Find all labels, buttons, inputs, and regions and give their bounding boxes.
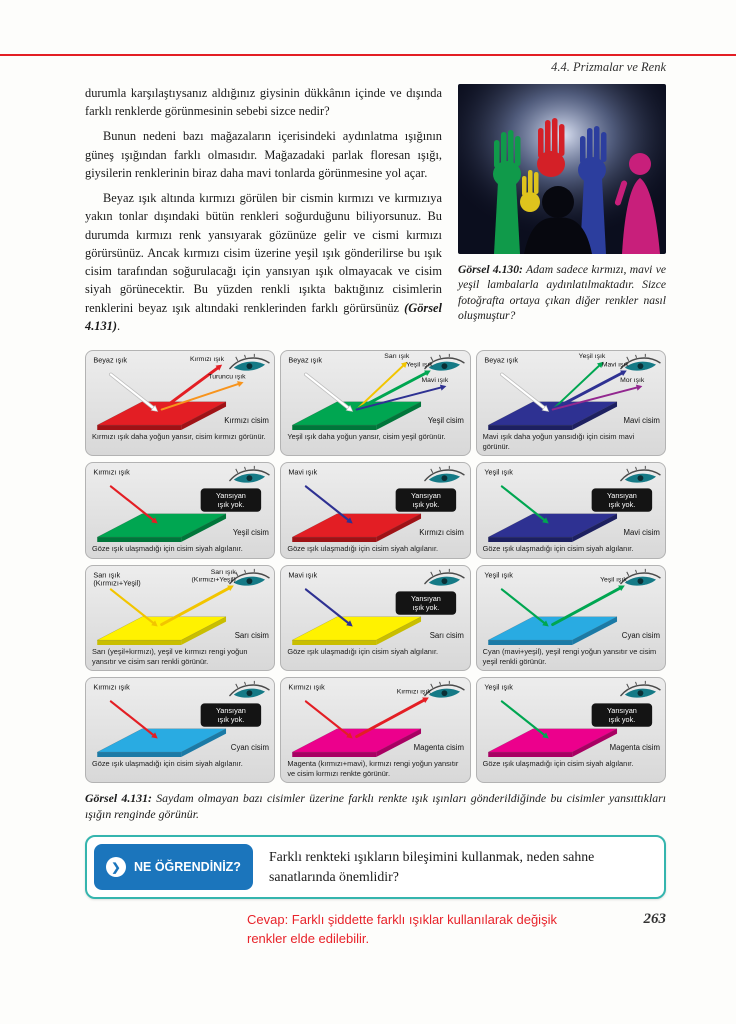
figure-panel (85, 677, 275, 783)
svg-text:Yansıyanışık yok.: Yansıyan ışık yok. (215, 706, 246, 725)
figure-4-130-label: Görsel 4.130: (458, 263, 523, 276)
svg-text:Mavi ışık: Mavi ışık (601, 361, 629, 369)
eye-icon (621, 466, 660, 483)
figure-4-130-column (458, 84, 666, 342)
svg-text:Yeşil ışık: Yeşil ışık (406, 361, 434, 369)
figure-4-131-label: Görsel 4.131: (85, 791, 152, 806)
panel-diagram (86, 351, 274, 431)
svg-text:Kırmızı ışık: Kırmızı ışık (93, 682, 130, 692)
panel-diagram (477, 678, 665, 758)
svg-text:Magenta cisim: Magenta cisim (609, 743, 660, 753)
running-header: 4.4. Prizmalar ve Renk (551, 60, 666, 74)
panel-diagram (477, 566, 665, 646)
panel-diagram (86, 463, 274, 543)
svg-text:Kırmızı ışık: Kırmızı ışık (288, 682, 326, 692)
top-rule (0, 54, 736, 56)
figure-panel (85, 565, 275, 671)
svg-text:Sarı cisim: Sarı cisim (234, 631, 269, 641)
panel-diagram (281, 566, 469, 646)
panel-diagram (281, 678, 469, 758)
figure-panel (476, 462, 666, 559)
svg-text:Yeşil cisim: Yeşil cisim (232, 528, 269, 538)
page-content (85, 84, 666, 949)
figure-panel (280, 350, 470, 456)
panel-caption: Göze ışık ulaşmadığı için cisim siyah algılanır. (287, 544, 439, 554)
svg-text:Mavi ışık: Mavi ışık (288, 570, 318, 580)
eye-icon (425, 466, 464, 483)
eye-icon (230, 681, 269, 698)
paragraph-1: durumla karşılaştıysanız aldığınız giysinin dükkânın içinde ve dışında farklı renklerde görünmesinin sebebi sizce nedir? (85, 86, 442, 119)
figure-panel (280, 462, 470, 559)
figure-panel (476, 350, 666, 456)
ne-ogrendiniz-label-text: NE ÖĞRENDİNİZ? (134, 860, 241, 875)
svg-text:Yansıyanışık yok.: Yansıyan ışık yok. (606, 706, 637, 725)
panel-caption: Göze ışık ulaşmadığı için cisim siyah algılanır. (92, 759, 243, 769)
svg-text:Kırmızı cisim: Kırmızı cisim (419, 528, 465, 538)
panel-diagram (477, 463, 665, 543)
svg-text:Yansıyanışık yok.: Yansıyan ışık yok. (411, 491, 442, 510)
svg-text:Yeşil ışık: Yeşil ışık (599, 576, 627, 584)
svg-text:Yeşil ışık: Yeşil ışık (483, 468, 513, 478)
eye-icon (425, 569, 464, 586)
figure-panel (476, 565, 666, 671)
svg-text:Magenta cisim: Magenta cisim (414, 743, 465, 753)
panel-caption: Yeşil ışık daha yoğun yansır, cisim yeşil görünür. (287, 432, 446, 442)
bottom-row (85, 911, 666, 949)
intro-row (85, 84, 666, 342)
panel-diagram (281, 463, 469, 543)
svg-text:Yansıyanışık yok.: Yansıyan ışık yok. (215, 491, 246, 510)
svg-text:Sarı ışık(Kırmızı+Yeşil): Sarı ışık (Kırmızı+Yeşil) (191, 568, 236, 584)
panel-diagram (281, 351, 469, 431)
svg-text:Yansıyanışık yok.: Yansıyan ışık yok. (411, 594, 442, 612)
page-number: 263 (643, 911, 666, 928)
ne-ogrendiniz-box (85, 835, 666, 899)
figure-panel (280, 565, 470, 671)
svg-text:Beyaz ışık: Beyaz ışık (288, 355, 323, 365)
svg-text:Kırmızı ışık: Kırmızı ışık (397, 688, 432, 696)
figure-4-130-caption-text: Adam sadece kırmızı, mavi ve yeşil lambalarla aydınlatılmaktadır. Sizce fotoğrafta ortaya çıkan diğer renkler nasıl oluşmuştur? (458, 263, 666, 322)
panel-diagram (86, 678, 274, 758)
eye-icon (621, 681, 660, 698)
chevron-icon: ❯ (106, 857, 126, 877)
figure-panel (476, 677, 666, 783)
svg-text:Mavi cisim: Mavi cisim (623, 416, 660, 426)
figure-panel (85, 350, 275, 456)
svg-text:Sarı ışık(Kırmızı+Yeşil): Sarı ışık (Kırmızı+Yeşil) (93, 570, 141, 588)
svg-text:Mavi cisim: Mavi cisim (623, 528, 660, 538)
colored-lights-photo-svg (458, 84, 666, 254)
svg-text:Sarı cisim: Sarı cisim (430, 631, 465, 641)
svg-text:Yeşil cisim: Yeşil cisim (428, 416, 465, 426)
svg-text:Cyan cisim: Cyan cisim (621, 631, 660, 641)
panel-caption: Göze ışık ulaşmadığı için cisim siyah algılanır. (482, 759, 634, 769)
panel-caption: Sarı (yeşil+kırmızı), yeşil ve kırmızı rengi yoğun yansıtır ve cisim sarı renkli görünür. (92, 646, 248, 666)
figure-4-130-photo (458, 84, 666, 254)
eye-icon (425, 681, 464, 698)
svg-text:Mavi ışık: Mavi ışık (288, 468, 318, 478)
svg-text:Yansıyanışık yok.: Yansıyan ışık yok. (606, 491, 637, 510)
ne-ogrendiniz-label (94, 844, 253, 890)
paragraph-3 (85, 189, 442, 335)
panel-caption: Göze ışık ulaşmadığı için cisim siyah algılanır. (92, 544, 243, 554)
figure-4-131-caption-text: Saydam olmayan bazı cisimler üzerine farklı renkte ışık ışınları gönderildiğinde bu cisimler yansıttıkları ışığın renginde görünür. (85, 791, 666, 822)
figure-4-131-caption (85, 791, 666, 823)
figure-reference: (Görsel 4.131) (85, 300, 442, 333)
figure-4-130-caption (458, 262, 666, 323)
panel-caption: Kırmızı ışık daha yoğun yansır, cisim kırmızı görünür. (92, 432, 266, 442)
svg-text:Yeşil ışık: Yeşil ışık (578, 352, 605, 360)
answer-text: Cevap: Farklı şiddette farklı ışıklar kullanılarak değişik renkler elde edilebilir. (247, 912, 557, 947)
panel-caption: Göze ışık ulaşmadığı için cisim siyah algılanır. (482, 544, 634, 554)
svg-text:Yeşil ışık: Yeşil ışık (483, 570, 513, 580)
svg-text:Yeşil ışık: Yeşil ışık (483, 682, 513, 692)
svg-text:Beyaz ışık: Beyaz ışık (483, 355, 518, 365)
svg-text:Mor ışık: Mor ışık (619, 377, 644, 385)
panel-caption: Mavi ışık daha yoğun yansıdığı için cisim mavi görünür. (482, 432, 635, 451)
svg-text:Cyan cisim: Cyan cisim (230, 743, 269, 753)
svg-text:Beyaz ışık: Beyaz ışık (93, 355, 128, 365)
eye-icon (230, 466, 269, 483)
body-text-column (85, 84, 442, 342)
eye-icon (230, 354, 269, 371)
svg-text:Kırmızı ışık: Kırmızı ışık (190, 355, 225, 363)
panel-caption: Göze ışık ulaşmadığı için cisim siyah algılanır. (287, 646, 439, 656)
panel-diagram (477, 351, 665, 431)
paragraph-2: Bunun nedeni bazı mağazaların içerisindeki aydınlatma ışığının güneş ışığından farklı olmasıdır. Mağazadaki parlak floresan ışığı, giysilerin renklerinin biraz daha mavi tonlarda görünmesine yol açar. (85, 129, 442, 180)
svg-text:Kırmızı cisim: Kırmızı cisim (224, 416, 269, 426)
panel-diagram (86, 566, 274, 646)
figure-panel (280, 677, 470, 783)
figure-4-131-grid (85, 350, 666, 783)
panel-caption: Cyan (mavi+yeşil), yeşil rengi yoğun yansıtır ve cisim yeşil renkli görünür. (482, 646, 657, 666)
svg-text:Mavi ışık: Mavi ışık (421, 377, 449, 385)
figure-panel (85, 462, 275, 559)
svg-text:Kırmızı ışık: Kırmızı ışık (93, 468, 130, 478)
paragraph-3-text: Beyaz ışık altında kırmızı görülen bir cismin kırmızı ve kırmızıya yakın tonlar dışındaki bütün renkleri soğurduğunu biliyorsunuz. Bu durumda kırmızı renk yansıyarak gözünüze gelir ve cismi kırmızı görürsünüz. Ancak kırmızı cisim üzerine yeşil ışık gönderilirse bu ışık cisim tarafından soğurulacağı için yansıyan ışık olmayacak ve cisim siyah görünecektir. Bu yüzden renkli ışıkta baktığınız cisimlerin renklerini beyaz ışık altındaki renklerinden farklı görürsünüz (85, 191, 442, 315)
svg-text:Sarı ışık: Sarı ışık (384, 352, 410, 360)
question-text: Farklı renkteki ışıkların bileşimini kullanmak, neden sahne sanatlarında önemlidir? (268, 848, 595, 885)
panel-caption: Magenta (kırmızı+mavi), kırmızı rengi yoğun yansıtır ve cisim kırmızı renkte görünür. (287, 759, 459, 778)
paragraph-3-period: . (117, 318, 121, 333)
eye-icon (230, 569, 269, 586)
svg-text:Turuncu ışık: Turuncu ışık (208, 373, 246, 381)
